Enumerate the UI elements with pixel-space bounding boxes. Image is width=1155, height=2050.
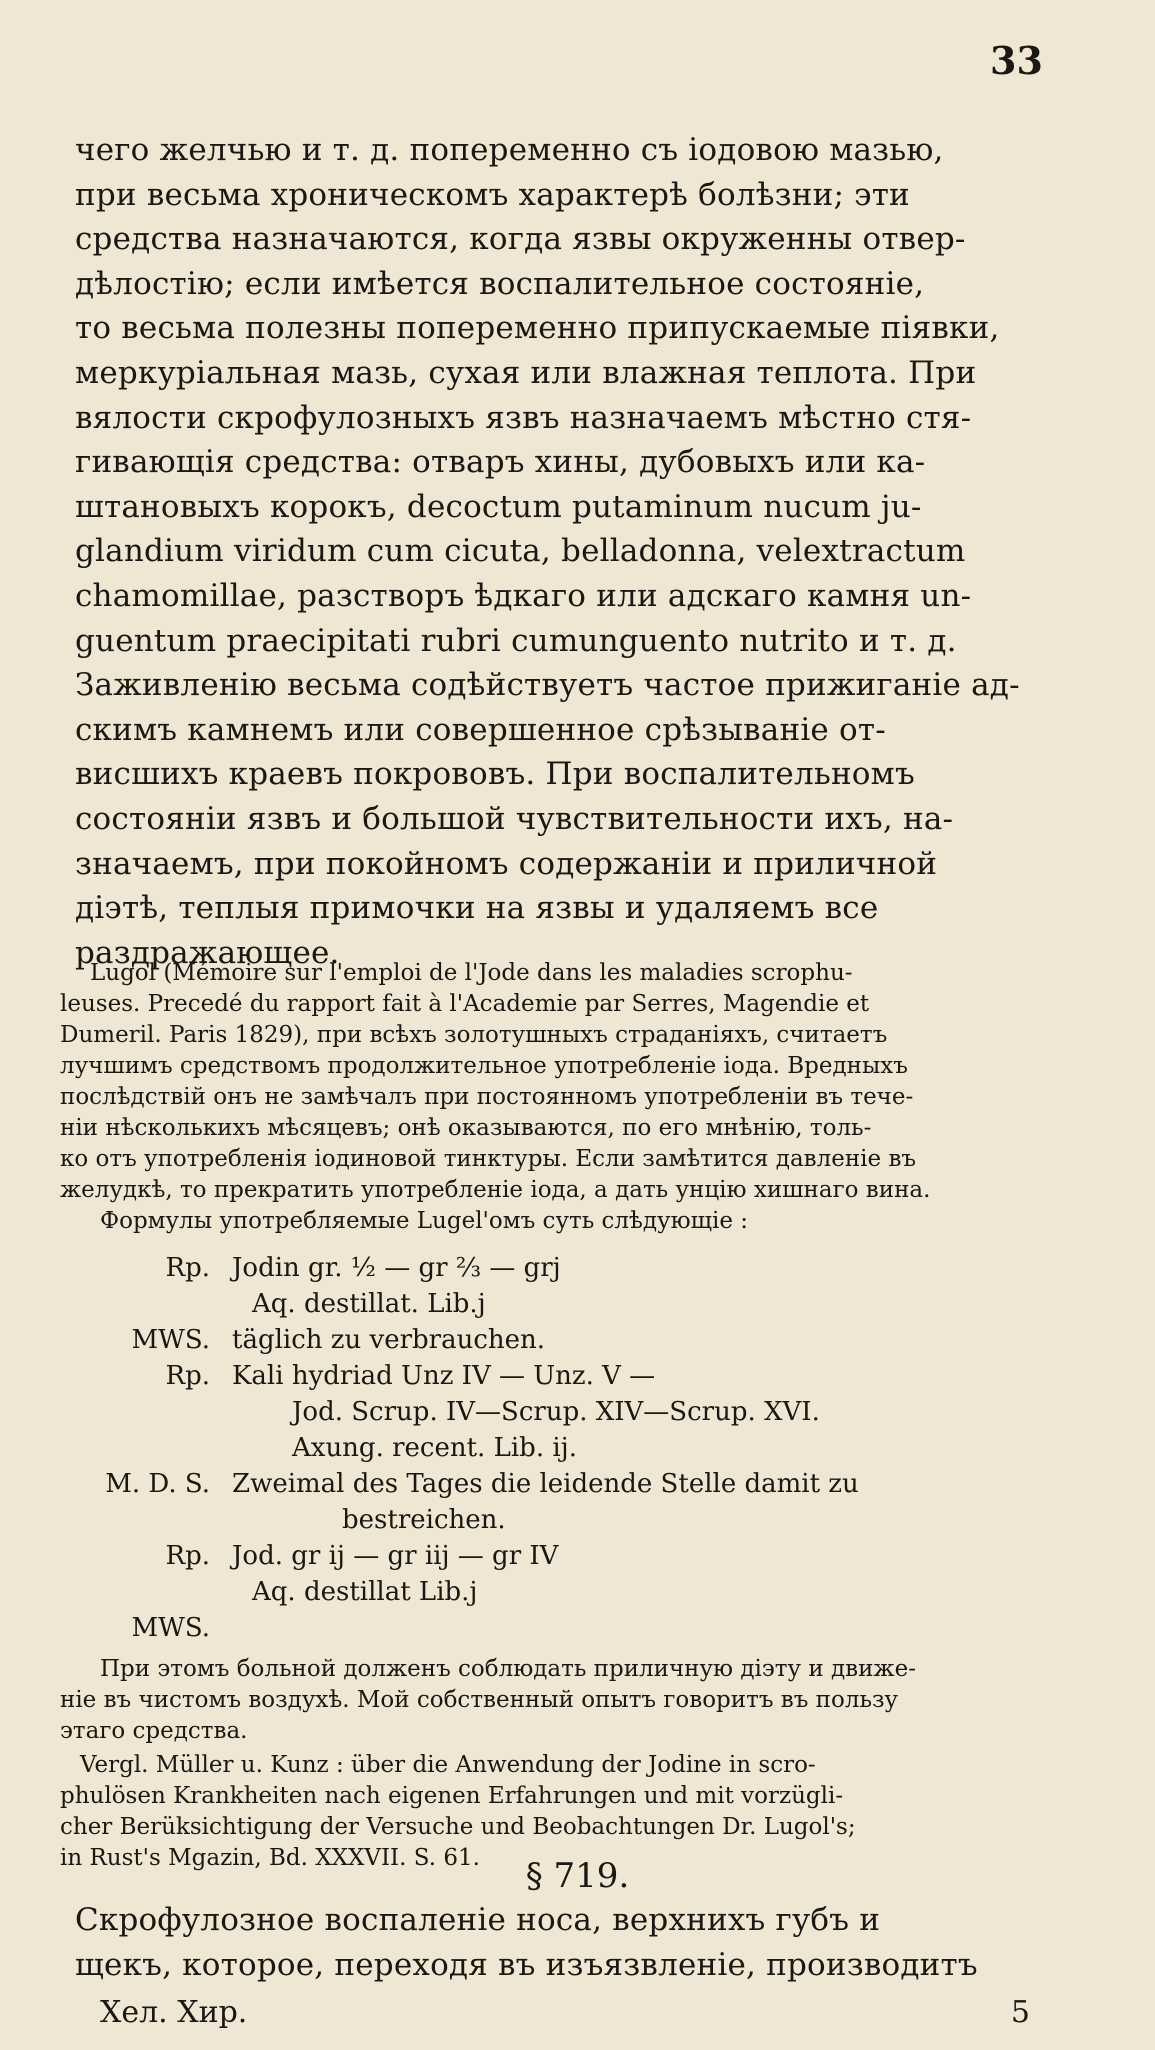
text-line: Заживленію весьма содѣйствуетъ частое прижиганіе ад-: [75, 667, 1020, 704]
note-line: cher Berüksichtigung der Versuche und Beobachtungen Dr. Lugol's;: [60, 1814, 856, 1840]
signature-number: 5: [1010, 1995, 1030, 2030]
text-line: состояніи язвъ и большой чувствительности ихъ, на-: [75, 800, 954, 837]
signature-mark: Хел. Хир.: [100, 1995, 248, 2030]
text-line: Скрофулозное воспаленіе носа, верхнихъ губъ и: [75, 1902, 881, 1938]
formula-row: [60, 1322, 1080, 1358]
text-line: chamomillae, разстворъ ѣдкаго или адскаго камня un-: [75, 577, 972, 614]
text-line: штановыхъ корокъ, decoctum putaminum nucum ju-: [75, 488, 922, 525]
formula-text: bestreichen.: [342, 1505, 506, 1535]
note-line: phulösen Krankheiten nach eigenen Erfahrungen und mit vorzügli-: [60, 1783, 844, 1809]
note-line: лучшимъ средствомъ продолжительное употребленіе іода. Вредныхъ: [60, 1053, 908, 1079]
formula-text: Jod. Scrup. IV—Scrup. XIV—Scrup. XVI.: [292, 1397, 820, 1427]
text-line: гивающія средства: отваръ хины, дубовыхъ или ка-: [75, 444, 926, 481]
formula-text: Jod. gr ij — gr iij — gr IV: [232, 1541, 559, 1571]
formula-text: Jodin gr. ½ — gr ⅔ — grj: [232, 1253, 561, 1283]
formula-row: [60, 1466, 1080, 1502]
text-line: діэтѣ, теплыя примочки на язвы и удаляемъ все: [75, 890, 879, 927]
text-line: скимъ камнемъ или совершенное срѣзываніе от-: [75, 711, 886, 748]
formula-row: [60, 1430, 1080, 1466]
formula-label: [60, 1394, 232, 1430]
text-line: щекъ, которое, переходя въ изъязвленіе, производитъ: [75, 1946, 978, 1983]
note-line: leuses. Precedé du rapport fait à l'Academie par Serres, Magendie et: [60, 991, 870, 1017]
formula-label: Rp.: [165, 1541, 210, 1571]
footnote-lugol: [60, 958, 1080, 1237]
note-line: послѣдствій онъ не замѣчалъ при постоянномъ употребленіи въ тече-: [60, 1084, 914, 1110]
next-section-paragraph: [75, 1898, 1075, 1987]
note-line: желудкѣ, то прекратить употребленіе іода, а дать унцію хишнаго вина.: [60, 1177, 931, 1203]
formula-text: Aq. destillat Lib.j: [252, 1577, 478, 1607]
note-line: in Rust's Mgazin, Bd. XXXVII. S. 61.: [60, 1845, 480, 1871]
formula-text: Zweimal des Tages die leidende Stelle damit zu: [232, 1469, 859, 1499]
formula-text: täglich zu verbrauchen.: [232, 1325, 546, 1355]
formula-text: Kali hydriad Unz IV — Unz. V —: [232, 1361, 656, 1391]
text-line: glandium viridum cum cicuta, belladonna, velextractum: [75, 533, 966, 570]
main-paragraph: [75, 128, 1075, 975]
note-line: Lugol (Mémoire sur l'emploi de l'Jode dans les maladies scrophu-: [90, 960, 853, 986]
formula-label: M. D. S.: [105, 1469, 210, 1499]
text-line: вялости скрофулозныхъ язвъ назначаемъ мѣстно стя-: [75, 399, 972, 436]
formula-row: [60, 1610, 1080, 1646]
section-heading: § 719.: [525, 1856, 630, 1896]
formula-row: [60, 1250, 1080, 1286]
formula-row: [60, 1538, 1080, 1574]
note-line: Dumeril. Paris 1829), при всѣхъ золотушныхъ страданіяхъ, считаетъ: [60, 1022, 888, 1048]
formula-label: MWS.: [131, 1613, 210, 1643]
text-line: дѣлостію; если имѣется воспалительное состояніе,: [75, 265, 925, 302]
text-line: висшихъ краевъ покрововъ. При воспалительномъ: [75, 756, 915, 793]
formula-text: Aq. destillat. Lib.j: [252, 1289, 486, 1319]
text-line: guentum praecipitati rubri cumunguento nutrito и т. д.: [75, 622, 957, 659]
formula-label: [60, 1574, 232, 1610]
formula-row: [60, 1574, 1080, 1610]
formula-row: [60, 1358, 1080, 1394]
formula-label: Rp.: [165, 1361, 210, 1391]
note-line: этаго средства.: [60, 1718, 248, 1744]
text-line: значаемъ, при покойномъ содержаніи и приличной: [75, 845, 938, 882]
text-line: при весьма хроническомъ характерѣ болѣзни; эти: [75, 176, 910, 213]
note-line: ніе въ чистомъ воздухѣ. Мой собственный опытъ говоритъ въ пользу: [60, 1687, 899, 1713]
text-line: средства назначаются, когда язвы окруженны отвер-: [75, 221, 966, 258]
text-line: меркуріальная мазь, сухая или влажная теплота. При: [75, 354, 977, 391]
page-number: 33: [990, 38, 1043, 83]
note-line: Формулы употребляемые Lugel'омъ суть слѣдующіе :: [100, 1208, 749, 1234]
note-line: При этомъ больной долженъ соблюдать приличную діэту и движе-: [100, 1656, 916, 1682]
formula-label: [60, 1286, 232, 1322]
formula-row: [60, 1394, 1080, 1430]
text-line: раздражающее.: [75, 934, 340, 971]
formula-label: Rp.: [165, 1253, 210, 1283]
formula-row: [60, 1286, 1080, 1322]
formula-label: [60, 1430, 232, 1466]
formula-list: [60, 1250, 1080, 1646]
footnote-author-remark: [60, 1654, 1080, 1747]
formula-text: Axung. recent. Lib. ij.: [292, 1433, 577, 1463]
page-footer: [100, 1995, 1030, 2030]
text-line: чего желчью и т. д. попеременно съ іодовою мазью,: [75, 132, 944, 168]
formula-label: MWS.: [131, 1325, 210, 1355]
note-line: ніи нѣсколькихъ мѣсяцевъ; онѣ оказываются, по его мнѣнію, толь-: [60, 1115, 872, 1141]
formula-row: [60, 1502, 1080, 1538]
note-line: Vergl. Müller u. Kunz : über die Anwendung der Jodine in scro-: [80, 1752, 816, 1778]
note-line: ко отъ употребленія іодиновой тинктуры. Если замѣтится давленіе въ: [60, 1146, 917, 1172]
text-line: то весьма полезны попеременно припускаемые піявки,: [75, 310, 1000, 347]
formula-label: [60, 1502, 232, 1538]
